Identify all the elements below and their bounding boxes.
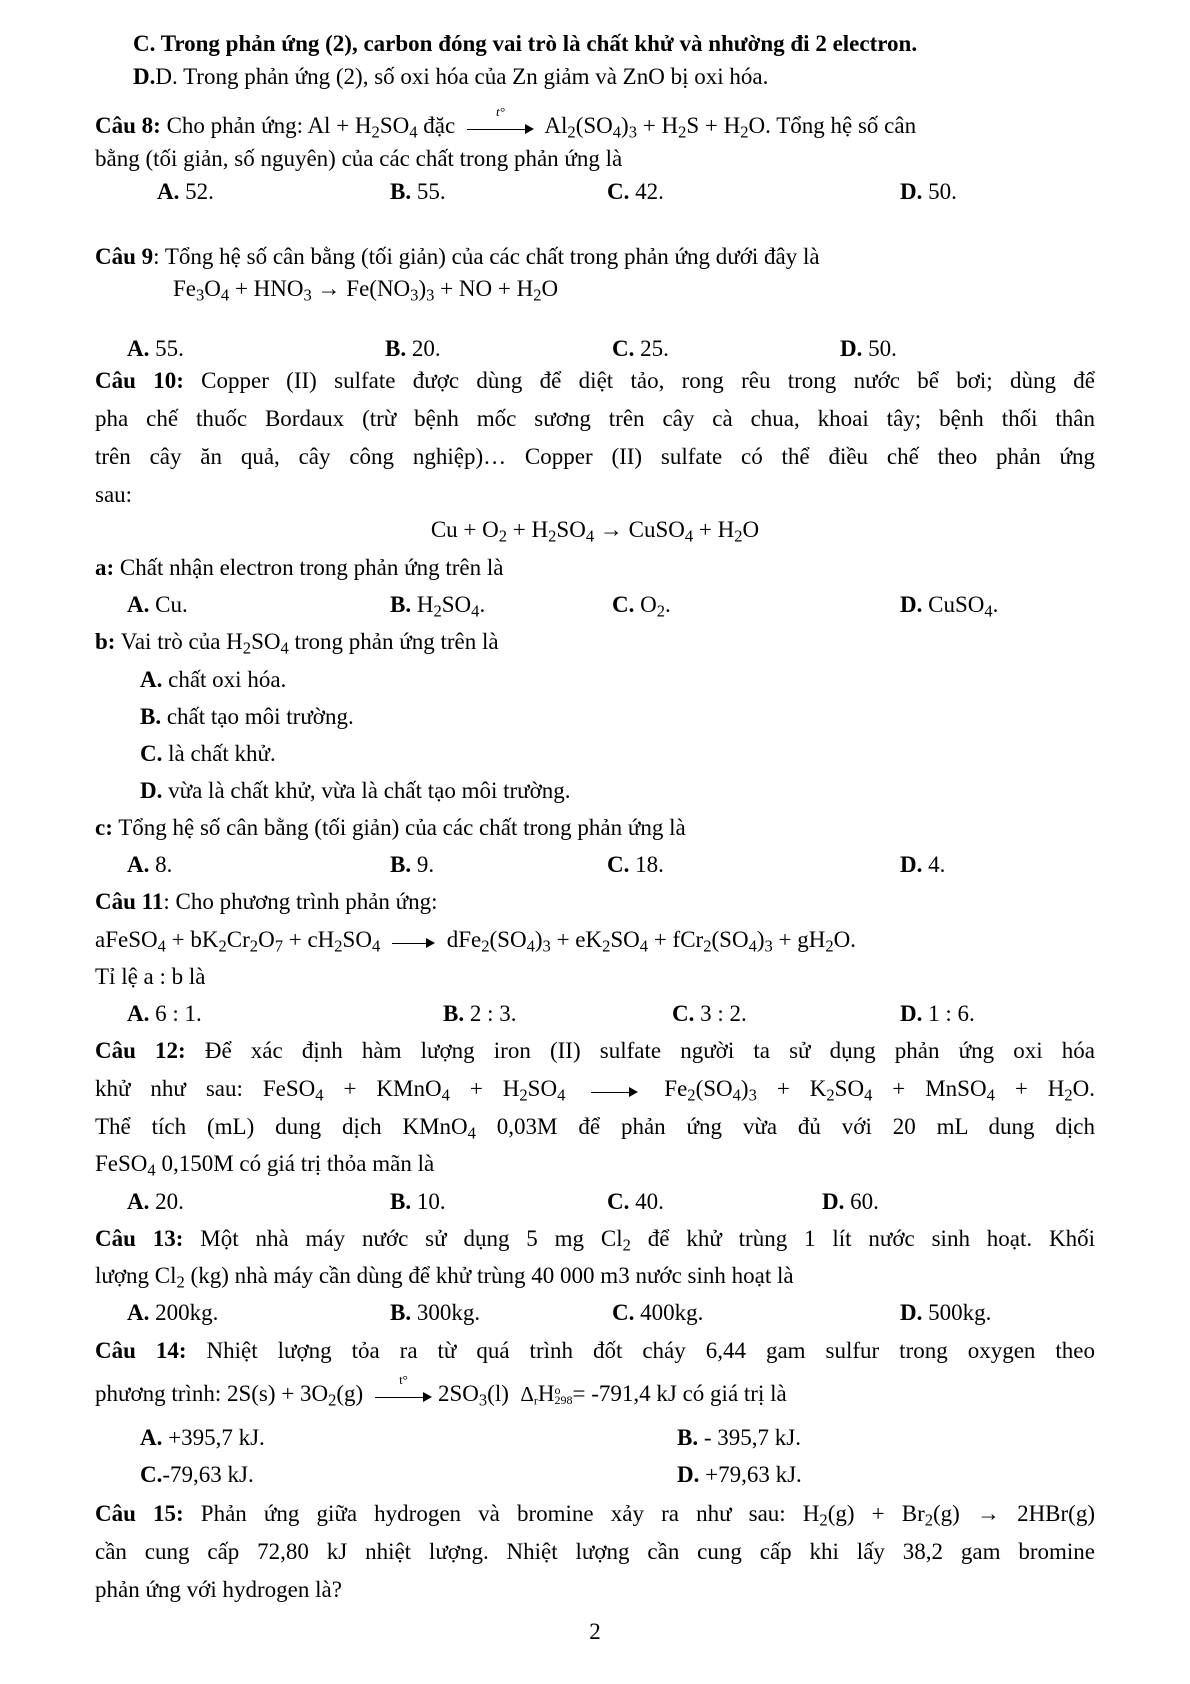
q11-option-a: A. 6 : 1. [127, 1001, 202, 1026]
q13-option-b: B. 300kg. [390, 1300, 481, 1325]
question-10-line4: sau: [95, 482, 133, 507]
q8-option-c: C. 42. [607, 179, 664, 204]
question-12-line1: Câu 12: Để xác định hàm lượng iron (II) sulfate người ta sử dụng phản ứng oxi hóa [95, 1038, 1095, 1063]
q14-option-a: A. +395,7 kJ. [140, 1425, 265, 1450]
q9-option-b: B. 20. [385, 336, 441, 361]
q10c-option-b: B. 9. [390, 852, 435, 877]
reaction-arrow [392, 928, 435, 956]
question-10b: b: Vai trò của $H_2SO_4$ trong phản ứng trên là [95, 629, 499, 658]
question-12-line4: FeSO$_4$ 0,150M có giá trị thỏa mãn là [95, 1151, 435, 1180]
question-9: Câu 9: Tổng hệ số cân bằng (tối giản) của các chất trong phản ứng dưới đây là [95, 244, 820, 269]
q9-option-d: D. 50. [840, 336, 897, 361]
q8-option-d: D. 50. [900, 179, 957, 204]
q10a-option-b: B. $H_2SO_4$. [390, 592, 486, 621]
q8-option-a: A. 52. [157, 179, 214, 204]
option-d-prev: D.D. Trong phản ứng (2), số oxi hóa của Zn giảm và ZnO bị oxi hóa. [133, 64, 769, 89]
page-number: 2 [589, 1619, 601, 1644]
q10a-option-a: A. Cu. [127, 592, 188, 617]
question-10c: c: Tổng hệ số cân bằng (tối giản) của các chất trong phản ứng là [95, 815, 686, 840]
question-9-equation: $Fe_3O_4 + HNO_3 \to Fe(NO_3)_3$ + NO + $H_2O$ [173, 276, 559, 305]
q9-option-a: A. 55. [127, 336, 184, 361]
question-14-equation: phương trình: $2S(s) + 3O_2(g)$ t° $2SO_3(l)$ $\Delta_rH^o_{298}= -791,4$ kJ có giá trị là [95, 1371, 787, 1410]
q10a-option-c: C. $O_2$. [612, 592, 671, 621]
q10b-option-b: B. chất tạo môi trường. [140, 704, 354, 729]
question-10-equation: $Cu + O_2 + H_2SO_4$ → CuSO$_4$ + $H_2O$ [430, 517, 760, 546]
q12-option-b: B. 10. [390, 1189, 446, 1214]
q11-option-b: B. 2 : 3. [443, 1001, 517, 1026]
question-13-line2: lượng $Cl_2$ (kg) nhà máy cần dùng để khử trùng 40 000 m3 nước sinh hoạt là [95, 1263, 794, 1292]
q14-option-c: C.-79,63 kJ. [140, 1462, 254, 1487]
q12-option-c: C. 40. [607, 1189, 664, 1214]
q13-option-a: A. 200kg. [127, 1300, 219, 1325]
reaction-arrow: t° [467, 114, 534, 142]
question-10-line2: pha chế thuốc Bordaux (trừ bệnh mốc sương trên cây cà chua, khoai tây; bệnh thối thân [95, 406, 1095, 431]
q11-option-c: C. 3 : 2. [672, 1001, 747, 1026]
question-15-line3: phản ứng với hydrogen là? [95, 1577, 342, 1602]
reaction-arrow: t° [375, 1382, 432, 1410]
q10c-option-d: D. 4. [900, 852, 946, 877]
question-15-line1: Câu 15: Phản ứng giữa hydrogen và bromine xảy ra như sau: $H_2(g) + Br_2(g) \to 2HBr(g)$ [95, 1501, 1095, 1530]
question-10-line1: Câu 10: Copper (II) sulfate được dùng để diệt tảo, rong rêu trong nước bể bơi; dùng để [95, 368, 1096, 393]
question-12-equation: khử như sau: FeSO$_4$ + KMnO$_4$ + $H_2SO_4$ $Fe_2(SO_4)_3 + K_2SO_4$ + MnSO$_4$ + $H_2O$. [95, 1076, 1096, 1105]
question-8: Câu 8: Cho phản ứng: $Al + H_2SO_4$ đặc t° $Al_2(SO_4)_3 + H_2S + H_2O$. Tổng hệ số cân [95, 103, 917, 142]
question-12-line3: Thể tích (mL) dung dịch KMnO$_4$ 0,03M để phản ứng vừa đủ với 20 mL dung dịch [95, 1114, 1095, 1143]
q10c-option-c: C. 18. [607, 852, 664, 877]
question-15-line2: cần cung cấp 72,80 kJ nhiệt lượng. Nhiệt lượng cần cung cấp khi lấy 38,2 gam bromine [95, 1539, 1095, 1564]
q10b-option-c: C. là chất khử. [140, 741, 276, 766]
q10b-option-a: A. chất oxi hóa. [140, 667, 287, 692]
q12-option-a: A. 20. [127, 1189, 184, 1214]
question-10a: a: Chất nhận electron trong phản ứng trên là [95, 555, 504, 580]
reaction-arrow [591, 1077, 638, 1105]
q14-option-b: B. - 395,7 kJ. [677, 1425, 801, 1450]
q14-option-d: D. +79,63 kJ. [677, 1462, 802, 1487]
question-13-line1: Câu 13: Một nhà máy nước sử dụng 5 mg $Cl_2$ để khử trùng 1 lít nước sinh hoạt. Khối [95, 1226, 1096, 1255]
question-10-line3: trên cây ăn quả, cây công nghiệp)… Copper (II) sulfate có thể điều chế theo phản ứng [95, 444, 1095, 469]
question-8-line2: bằng (tối giản, số nguyên) của các chất trong phản ứng là [95, 146, 623, 171]
q11-option-d: D. 1 : 6. [900, 1001, 975, 1026]
q10a-option-d: D. CuSO$_4$. [900, 592, 999, 621]
q8-option-b: B. 55. [390, 179, 446, 204]
question-11-ratio: Tỉ lệ a : b là [95, 964, 206, 989]
q9-option-c: C. 25. [612, 336, 669, 361]
q10b-option-d: D. vừa là chất khử, vừa là chất tạo môi trường. [140, 778, 571, 803]
q10c-option-a: A. 8. [127, 852, 173, 877]
question-14-line1: Câu 14: Nhiệt lượng tỏa ra từ quá trình đốt cháy 6,44 gam sulfur trong oxygen theo [95, 1338, 1095, 1363]
question-11-equation: aFeSO$_4$ + $bK_2Cr_2O_7 + cH_2SO_4$ $dFe_2(SO_4)_3 + eK_2SO_4 + fCr_2(SO_4)_3 + gH_2O$. [95, 927, 857, 956]
q13-option-c: C. 400kg. [612, 1300, 704, 1325]
q13-option-d: D. 500kg. [900, 1300, 992, 1325]
q12-option-d: D. 60. [822, 1189, 879, 1214]
question-11: Câu 11: Cho phương trình phản ứng: [95, 889, 438, 914]
option-c-prev: C. Trong phản ứng (2), carbon đóng vai trò là chất khử và nhường đi 2 electron. [133, 31, 918, 56]
